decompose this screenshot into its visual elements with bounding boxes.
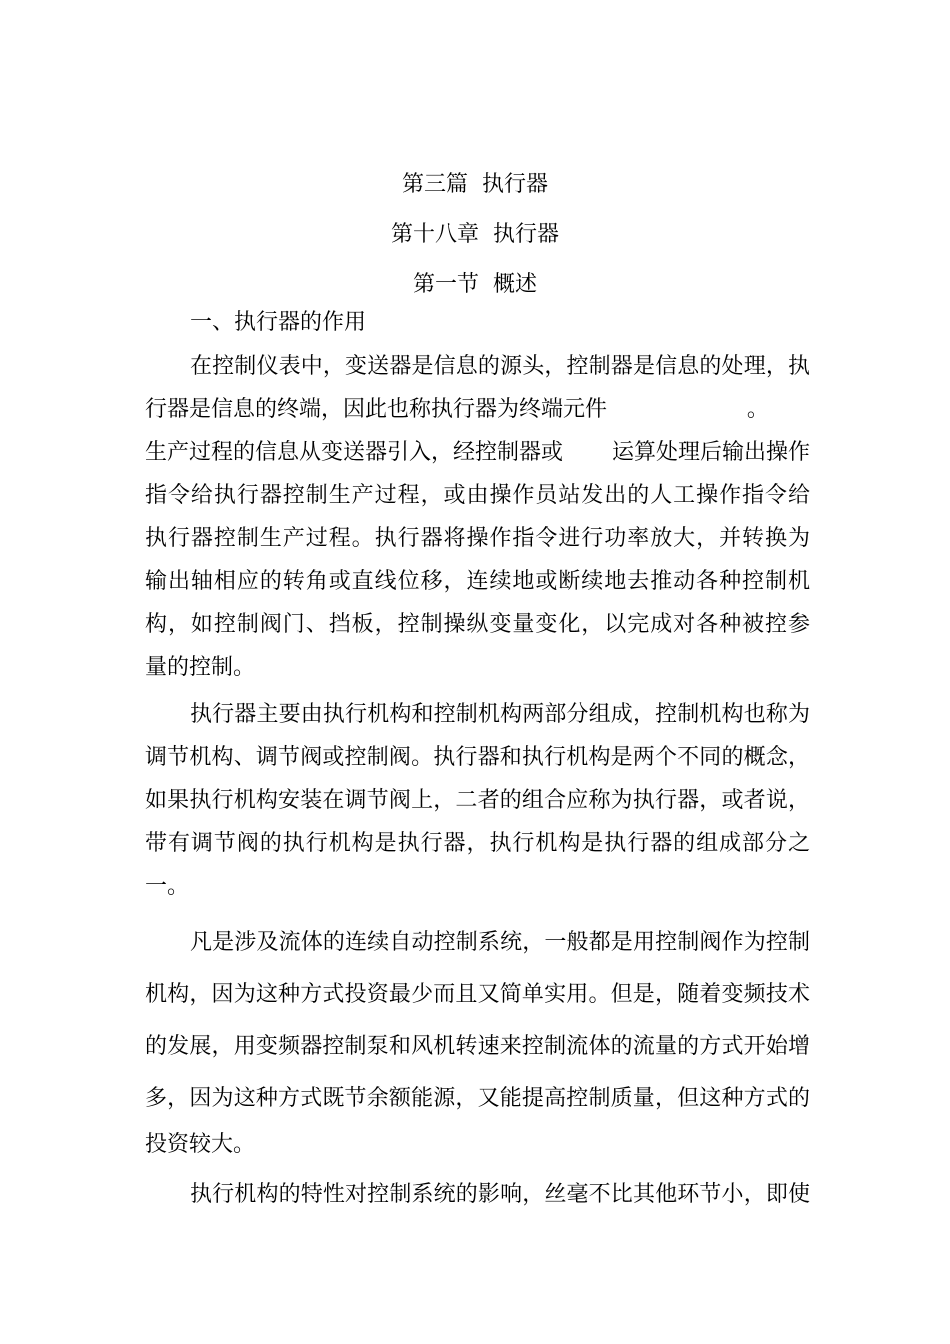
paragraph-line: 执行器主要由执行机构和控制机构两部分组成，控制机构也称为 — [190, 702, 810, 727]
paragraph-line: 生产过程的信息从变送器引入，经控制器或 运算处理后输出操作 — [145, 440, 810, 465]
paragraph-line: 指令给执行器控制生产过程，或由操作员站发出的人工操作指令给 — [145, 483, 810, 508]
paragraph-line: 如果执行机构安装在调节阀上，二者的组合应称为执行器，或者说， — [145, 788, 810, 813]
paragraph-line: 调节机构、调节阀或控制阀。执行器和执行机构是两个不同的概念， — [145, 745, 810, 770]
paragraph-line: 带有调节阀的执行机构是执行器，执行机构是执行器的组成部分之 — [145, 831, 810, 856]
paragraph-line: 一。 — [145, 874, 190, 899]
paragraph-line: 凡是涉及流体的连续自动控制系统，一般都是用控制阀作为控制 — [190, 930, 810, 955]
section-title: 第一节 概述 — [413, 272, 537, 297]
paragraph-line: 输出轴相应的转角或直线位移，连续地或断续地去推动各种控制机 — [145, 569, 810, 594]
paragraph-line: 行器是信息的终端，因此也称执行器为终端元件 。 — [145, 397, 769, 422]
paragraph-line: 机构，因为这种方式投资最少而且又简单实用。但是，随着变频技术 — [145, 982, 810, 1007]
part-title: 第三篇 执行器 — [402, 172, 548, 197]
paragraph-line: 多，因为这种方式既节余额能源，又能提高控制质量，但这种方式的 — [145, 1086, 810, 1111]
paragraph-line: 的发展，用变频器控制泵和风机转速来控制流体的流量的方式开始增 — [145, 1034, 810, 1059]
paragraph-line: 执行器控制生产过程。执行器将操作指令进行功率放大，并转换为 — [145, 526, 810, 551]
paragraph-line: 执行机构的特性对控制系统的影响，丝毫不比其他环节小，即使 — [190, 1182, 810, 1207]
subsection-heading: 一、执行器的作用 — [190, 310, 367, 335]
paragraph-line: 投资较大。 — [145, 1132, 256, 1157]
paragraph-line: 构，如控制阀门、挡板，控制操纵变量变化，以完成对各种被控参 — [145, 612, 810, 637]
paragraph-line: 在控制仪表中，变送器是信息的源头，控制器是信息的处理，执 — [190, 354, 810, 379]
chapter-title: 第十八章 执行器 — [391, 222, 559, 247]
paragraph-line: 量的控制。 — [145, 655, 256, 680]
